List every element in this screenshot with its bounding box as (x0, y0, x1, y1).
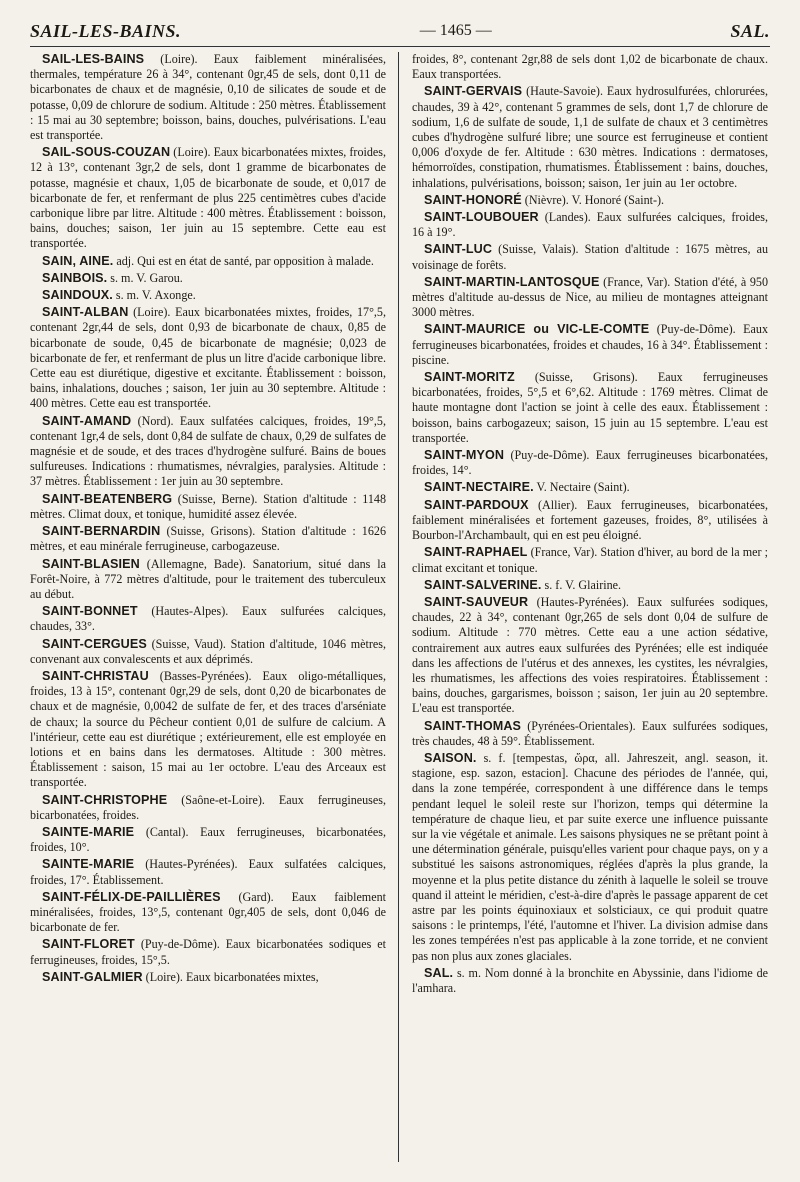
entry-headword: SAINT-GALMIER (42, 969, 143, 984)
entry-headword: SAINT-MORITZ (424, 370, 515, 385)
entry-headword: SAINT-BONNET (42, 604, 138, 619)
dictionary-entry (30, 970, 386, 985)
dictionary-entry (30, 145, 386, 251)
entry-definition: (Nièvre). V. Honoré (Saint-). (521, 192, 665, 207)
entry-headword: SAINT-FÉLIX-DE-PAILLIÈRES (42, 889, 221, 904)
entry-definition: (Nord). Eaux sulfatées calciques, froides, 19°,5, contenant 1gr,4 de sels, dont 0,84 de sulfate de chaux, 0,29 de sulfates de magnésie et de soude, et des traces d'hydrogène sulfuré. Bains de boues sulfureuses. Indications : rhumatismes, névralgies, paralysies. Altitude : 37 mètres. Établissement : 1er juin au 30 septembre. (30, 413, 386, 489)
entry-definition: adj. Qui est en état de santé, par opposition à malade. (113, 253, 374, 268)
dictionary-entry (412, 275, 768, 321)
entry-headword: SAINT-CHRISTAU (42, 668, 149, 683)
entry-headword: SAINT-FLORET (42, 937, 135, 952)
entry-headword: SAINTE-MARIE (42, 824, 135, 839)
dictionary-entry (30, 524, 386, 554)
entry-headword: SAIL-LES-BAINS (42, 52, 145, 66)
dictionary-entry (30, 890, 386, 936)
entry-definition: froides, 8°, contenant 2gr,88 de sels dont 1,02 de bicarbonate de chaux. Eaux transportées. (412, 52, 768, 82)
dictionary-entry (412, 578, 768, 593)
header-right-word: SAL. (730, 20, 770, 41)
running-header (30, 18, 770, 44)
dictionary-entry (30, 288, 386, 303)
entry-headword: SAINT-AMAND (42, 413, 132, 428)
entry-definition: (Landes). Eaux sulfurées calciques, froides, 16 à 19°. (412, 210, 768, 240)
entry-headword: SAINT-SAUVEUR (424, 594, 529, 609)
header-rule (30, 46, 770, 47)
entry-headword: SAINT-THOMAS (424, 718, 522, 733)
dictionary-entry (412, 370, 768, 446)
entry-definition: (Hautes-Pyrénées). Eaux sulfurées sodiques, chaudes, 22 à 34°, contenant 0gr,265 de sels dont 0,04 de sulfure de sodium. Altitude : 770 mètres. Cette eau a une action sédative, contrairement aux autres eaux sulfurées des Pyrénées; elle est indiquée dans les affections de l'utérus et des annexes, les cystites, les névralgies, les rhumatismes, les affections des voies respiratoires. Établissement : bains, douches, gargarismes, boisson ; saison, 1er juin au 20 septembre. L'eau est transportée. (412, 594, 768, 716)
entry-headword: SAINT-RAPHAEL (424, 545, 528, 560)
entry-headword: SAINT-MARTIN-LANTOSQUE (424, 274, 600, 289)
entry-definition: (Haute-Savoie). Eaux hydrosulfurées, chlorurées, chaudes, 39 à 42°, contenant 5 grammes de sels, dont 1,7 de chlorure de sodium, 1,6 de sulfate de soude, 1,1 de sulfate de chaux et 3 centimètres cubes d'hydrogène sulfuré libre; une source est ferrugineuse et contient 0,006 d'oxyde de fer. Altitude : 630 mètres. Indications : dermatoses, hémorroïdes, constipation, rhumatismes. Établissement : bains, douches, inhalations, pulvérisations, boisson; saison, 1er juin au 1er octobre. (412, 84, 768, 190)
entry-definition: s. f. [tempestas, ὥρα, all. Jahreszeit, angl. season, it. stagione, esp. sazon, estacion]. Chacune des périodes de l'année, qui, dans la zone tempérée, correspondent à une différence dans le temps pendant lequel le soleil reste sur l'horizon, temps qui détermine la température de chaque lieu, et par suite exerce une influence puissante sur la vie végétale et animale. Les saisons physiques ne se prêtant point à une détermination générale, puisqu'elles varient pour chaque pays, on y a substitué les saisons astronomiques, réglées d'après la plus grande, la moyenne et la plus petite distance du zénith à laquelle le soleil se trouve quand il atteint le méridien, c'est-à-dire d'après le passage apparent de cet astre par les points équinoxiaux et solsticiaux, ce qui produit quatre saisons : le printemps, l'été, l'automne et l'hiver. La division admise dans les zones tempérées n'est pas applicable à la zone torride, et ne convient pas non plus aux zones glaciales. (412, 750, 768, 963)
dictionary-entry (30, 305, 386, 411)
entry-headword: SAINT-MYON (424, 448, 505, 463)
entry-definition: (Gard). Eaux faiblement minéralisées, froides, 13°,5, contenant 0gr,405 de sels, dont 0,046 de bicarbonate de fer. (30, 889, 386, 935)
entry-headword: SAINT-CHRISTOPHE (42, 792, 168, 807)
dictionary-entry (30, 492, 386, 522)
entry-definition: (Puy-de-Dôme). Eaux bicarbonatées sodiques et ferrugineuses, froides, 15°,5. (30, 937, 386, 967)
dictionary-entry (30, 271, 386, 286)
dictionary-entry (412, 322, 768, 368)
entry-headword: SAL. (424, 965, 454, 980)
dictionary-entry (412, 480, 768, 495)
dictionary-entry (30, 793, 386, 823)
entry-definition: (Suisse, Berne). Station d'altitude : 1148 mètres. Climat doux, et tonique, humidité assez élevée. (30, 491, 386, 521)
entry-headword: SAINT-BLASIEN (42, 556, 140, 571)
entry-headword: SAINT-MAURICE ou VIC-LE-COMTE (424, 322, 650, 337)
entry-definition: (Hautes-Pyrénées). Eaux sulfatées calciques, froides, 17°. Établissement. (30, 857, 386, 887)
entry-definition: (Loire). Eaux faiblement minéralisées, thermales, température 26 à 34°, contenant 0gr,45 de sels, dont 0,11 de bicarbonates de chaux et de magnésie, 0,10 de silicates de soude et de potasse, 0,09 de chlorure de sodium. Altitude : 250 mètres. Établissement : 15 mai au 30 septembre; boisson, bains, douches, pulvérisations. L'eau est transportée. (30, 52, 386, 143)
dictionary-entry (412, 545, 768, 575)
entry-headword: SAINBOIS. (42, 270, 108, 285)
entry-headword: SAINT-LOUBOUER (424, 210, 539, 225)
entry-definition: (Cantal). Eaux ferrugineuses, bicarbonatées, froides, 10°. (30, 824, 386, 855)
entry-definition: (Pyrénées-Orientales). Eaux sulfurées sodiques, très chaudes, 48 à 59°. Établissement. (412, 718, 768, 748)
dictionary-entry (412, 966, 768, 996)
right-column (412, 52, 768, 998)
dictionary-entry (412, 595, 768, 717)
entry-definition: s. m. Nom donné à la bronchite en Abyssinie, dans l'idiome de l'amhara. (412, 965, 768, 995)
dictionary-entry (412, 498, 768, 544)
entry-headword: SAINT-HONORÉ (424, 192, 522, 207)
entry-headword: SAISON. (424, 750, 477, 765)
entry-definition: (France, Var). Station d'été, à 950 mètres d'altitude au-dessus de Nice, au milieu de montagnes atteignant 3000 mètres. (412, 274, 768, 320)
entry-headword: SAIL-SOUS-COUZAN (42, 145, 171, 160)
left-column (30, 52, 386, 987)
entry-definition: (Loire). Eaux bicarbonatées mixtes, froides, 17°,5, contenant 2gr,44 de sels, dont 0,93 de bicarbonate de chaux, 0,85 de bicarbonate de soude, 0,45 de bicarbonate de magnésie; 0,023 de bicarbonate de fer, et renfermant de plus un litre d'acide carbonique libre. Cette eau est diurétique, digestive et excitante. Établissement : boisson, bains, inhalations, douches ; saison, 1er juin au 30 septembre. Altitude : 400 mètres. Cette eau est transportée. (30, 305, 386, 411)
dictionary-entry (412, 448, 768, 478)
entry-headword: SAINT-ALBAN (42, 305, 129, 320)
dictionary-entry (30, 557, 386, 603)
entry-definition: (Puy-de-Dôme). Eaux ferrugineuses bicarbonatées, froides, 14°. (412, 448, 768, 478)
dictionary-entry (30, 604, 386, 634)
entry-definition: s. f. V. Glairine. (541, 577, 622, 592)
header-left-word: SAIL-LES-BAINS. (30, 20, 182, 41)
dictionary-entry (412, 719, 768, 749)
entry-definition: (Hautes-Alpes). Eaux sulfurées calciques, chaudes, 33°. (30, 604, 386, 634)
entry-headword: SAINDOUX. (42, 288, 113, 303)
entry-headword: SAINTE-MARIE (42, 857, 135, 872)
page-number: — 1465 — (419, 22, 492, 39)
dictionary-entry (412, 751, 768, 964)
entry-definition: (France, Var). Station d'hiver, au bord de la mer ; climat excitant et tonique. (412, 545, 768, 575)
entry-definition: (Puy-de-Dôme). Eaux ferrugineuses bicarbonatées, froides et chaudes, 16 à 34°. Établissement : piscine. (412, 322, 768, 367)
dictionary-entry (412, 52, 768, 82)
dictionary-entry (30, 52, 386, 143)
dictionary-entry (30, 254, 386, 269)
entry-headword: SAINT-CERGUES (42, 636, 147, 651)
dictionary-entry (412, 210, 768, 240)
entry-definition: (Basses-Pyrénées). Eaux oligo-métalliques, froides, 13 à 15°, contenant 0gr,29 de sels, dont 0,20 de bicarbonates de chaux et de magnésie, 0,0042 de sulfate de fer, et des traces d'arséniate de chaux; la source du Pêcheur contient 0,01 de sulfure de calcium. A l'intérieur, cette eau est diurétique ; extérieurement, elle est employée en lotions et en bains dans les dermatoses. Altitude : 300 mètres. Établissement : saison, 15 mai au 1er octobre. L'eau des Arceaux est transportée. (30, 668, 386, 790)
entry-definition: (Saône-et-Loire). Eaux ferrugineuses, bicarbonatées, froides. (30, 792, 386, 822)
entry-definition: (Allier). Eaux ferrugineuses, bicarbonatées, faiblement minéralisées et fortement gazeuses, froides, 8°, utilisées à Bourbon-l'Archambault, qui en est peu éloigné. (412, 497, 768, 543)
entry-headword: SAINT-BEATENBERG (42, 491, 173, 506)
entry-definition: s. m. V. Axonge. (112, 288, 196, 303)
dictionary-entry (30, 414, 386, 490)
dictionary-entry (412, 84, 768, 190)
dictionary-entry (30, 857, 386, 887)
entry-headword: SAINT-LUC (424, 242, 493, 257)
dictionary-entry (30, 825, 386, 855)
entry-headword: SAINT-SALVERINE. (424, 577, 542, 592)
entry-definition: (Loire). Eaux bicarbonatées mixtes, (142, 969, 319, 984)
dictionary-entry (30, 637, 386, 667)
entry-definition: (Suisse, Valais). Station d'altitude : 1675 mètres, au voisinage de forêts. (412, 242, 768, 272)
entry-headword: SAINT-GERVAIS (424, 84, 523, 99)
entry-definition: (Allemagne, Bade). Sanatorium, situé dans la Forêt-Noire, à 772 mètres d'altitude, pour le traitement des tuberculeux au début. (30, 556, 386, 601)
dictionary-entry (30, 937, 386, 967)
dictionary-entry (412, 242, 768, 272)
entry-definition: (Suisse, Grisons). Eaux ferrugineuses bicarbonatées, froides, 5°,5 et 6°,62. Altitude : 1769 mètres. Climat de haute montagne dont l'action se joint à celle des eaux. Établissement : boisson, bains carbogazeux; saison, 15 juin au 15 septembre. L'eau est transportée. (412, 370, 768, 445)
dictionary-entry (412, 193, 768, 208)
column-divider (398, 52, 399, 1162)
entry-definition: V. Nectaire (Saint). (533, 480, 630, 495)
entry-headword: SAIN, AINE. (42, 253, 114, 268)
dictionary-entry (30, 669, 386, 791)
entry-headword: SAINT-PARDOUX (424, 497, 529, 512)
entry-definition: (Suisse, Grisons). Station d'altitude : 1626 mètres, et eau minérale ferrugineuse, carbogazeuse. (30, 524, 386, 554)
entry-definition: (Loire). Eaux bicarbonatées mixtes, froides, 12 à 13°, contenant 3gr,2 de sels, dont 1 gramme de bicarbonates de potasse, magnésie et chaux, 1,05 de bicarbonate de soude, et 0,017 de bicarbonate de fer, et renfermant de plus 225 centimètres cubes d'acide carbonique libre par litre. Altitude : 400 mètres. Établissement : boisson, bains, douches; saison, 1er juin au 15 septembre. Cette eau est transportée. (30, 145, 386, 251)
entry-headword: SAINT-BERNARDIN (42, 524, 161, 539)
entry-headword: SAINT-NECTAIRE. (424, 480, 534, 495)
entry-definition: s. m. V. Garou. (107, 270, 183, 285)
entry-definition: (Suisse, Vaud). Station d'altitude, 1046 mètres, convenant aux convalescents et aux déprimés. (30, 636, 386, 666)
